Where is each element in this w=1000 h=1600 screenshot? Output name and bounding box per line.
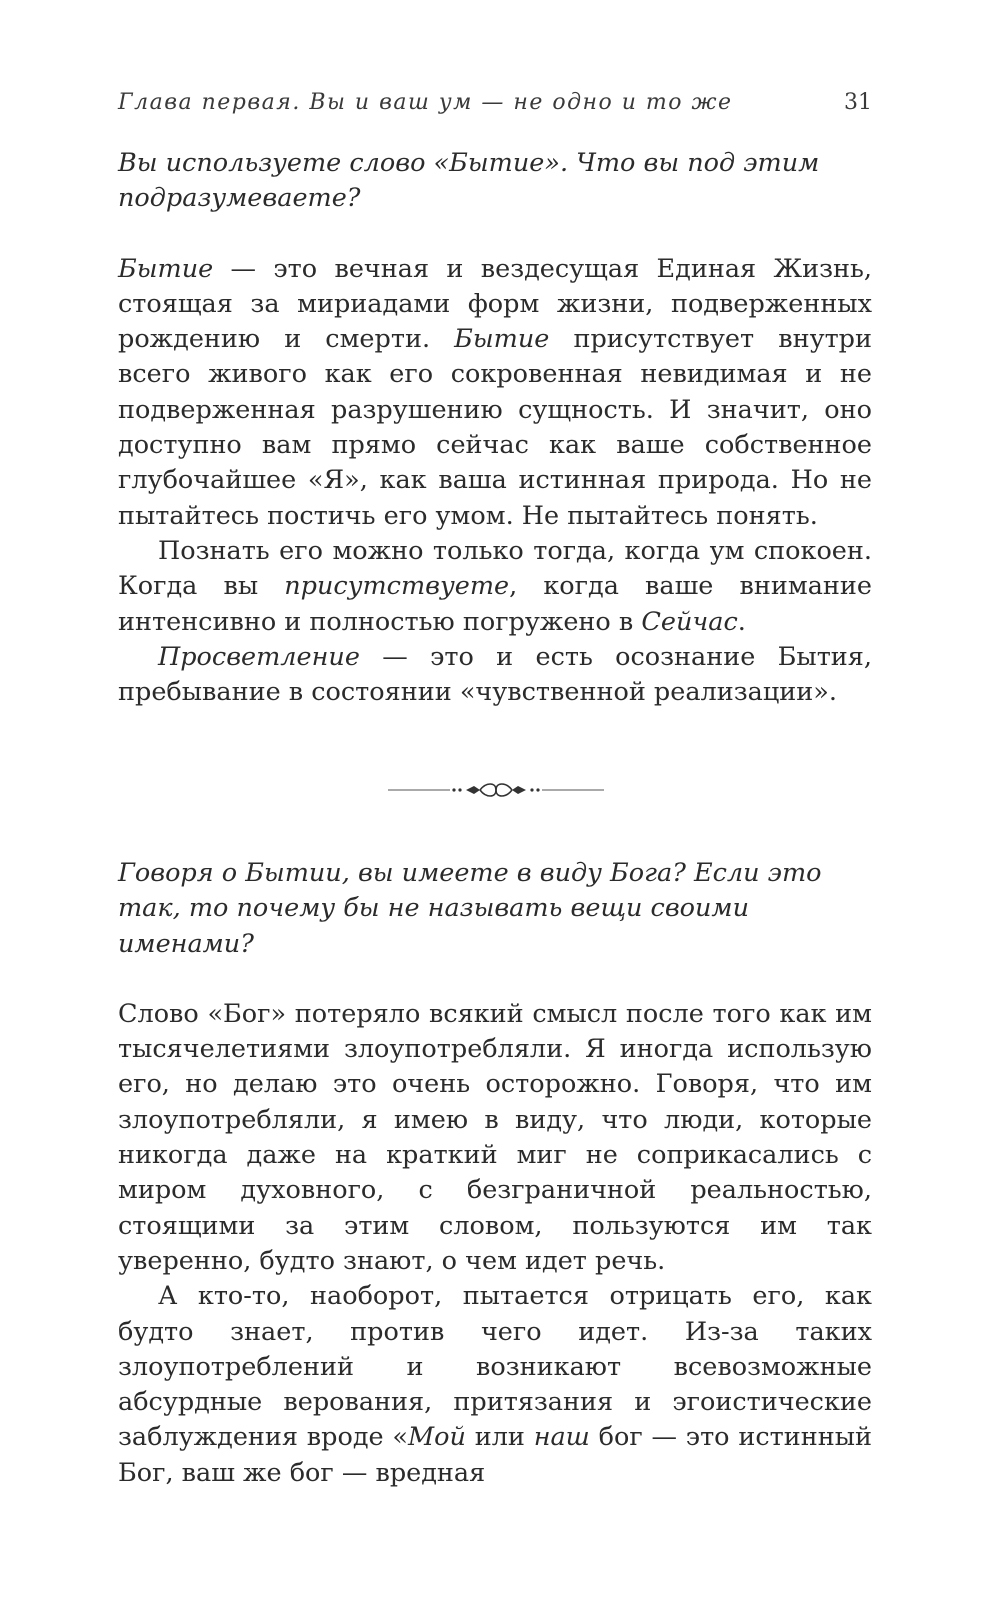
chapter-title: Глава первая. Вы и ваш ум — не одно и то же bbox=[118, 90, 733, 115]
question-1: Вы используете слово «Бытие». Что вы под этим подразумеваете? bbox=[118, 148, 820, 214]
emphasis: наш bbox=[533, 1422, 590, 1453]
emphasis: присутствуете bbox=[284, 571, 510, 602]
answer-1-paragraph-3: Просветление — это и есть осознание Бытия, пребывание в состоянии «чувственной реализации». bbox=[118, 641, 872, 708]
section-1 bbox=[118, 146, 872, 710]
emphasis: Просветление bbox=[158, 641, 360, 672]
section-2 bbox=[118, 856, 872, 1491]
emphasis: Бытие bbox=[454, 324, 550, 355]
decorative-divider-icon bbox=[388, 778, 604, 802]
question-2: Говоря о Бытии, вы имеете в виду Бога? Если это так, то почему бы не называть вещи своими именами? bbox=[118, 858, 822, 959]
answer-1-paragraph-1: Бытие — это вечная и вездесущая Единая Жизнь, стоящая за мириадами форм жизни, подверженных рождению и смерти. Бытие присутствует внутри всего живого как его сокровенная невидимая и не подверженная разрушению сущность. И значит, оно доступно вам прямо сейчас как ваше собственное глубочайшее «Я», как ваша истинная природа. Но не пытайтесь постичь его умом. Не пытайтесь понять. bbox=[118, 253, 872, 531]
emphasis: Бытие bbox=[118, 253, 214, 284]
emphasis: Сейчас bbox=[641, 606, 738, 637]
page-number: 31 bbox=[844, 90, 872, 115]
answer-2-paragraph-1: Слово «Бог» потеряло всякий смысл после того как им тысячелетиями злоупотребляли. Я иногда использую его, но делаю это очень осторожно. Говоря, что им злоупотребляли, я имею в виду, что люди, которые никогда даже на краткий миг не соприкасались с миром духовного, с безграничной реальностью, стоящими за этим словом, пользуются им так уверенно, будто знают, о чем идет речь. bbox=[118, 998, 872, 1276]
answer-1-paragraph-2: Познать его можно только тогда, когда ум спокоен. Когда вы присутствуете, когда ваше внимание интенсивно и полностью погружено в Сейчас. bbox=[118, 535, 872, 637]
answer-2-paragraph-2: А кто-то, наоборот, пытается отрицать его, как будто знает, против чего идет. Из-за таких злоупотреблений и возникают всевозможные абсурдные верования, притязания и эгоистические заблуждения вроде «Мой или наш бог — это истинный Бог, ваш же бог — вредная bbox=[118, 1281, 872, 1488]
emphasis: Мой bbox=[408, 1422, 466, 1453]
running-header bbox=[118, 90, 872, 126]
